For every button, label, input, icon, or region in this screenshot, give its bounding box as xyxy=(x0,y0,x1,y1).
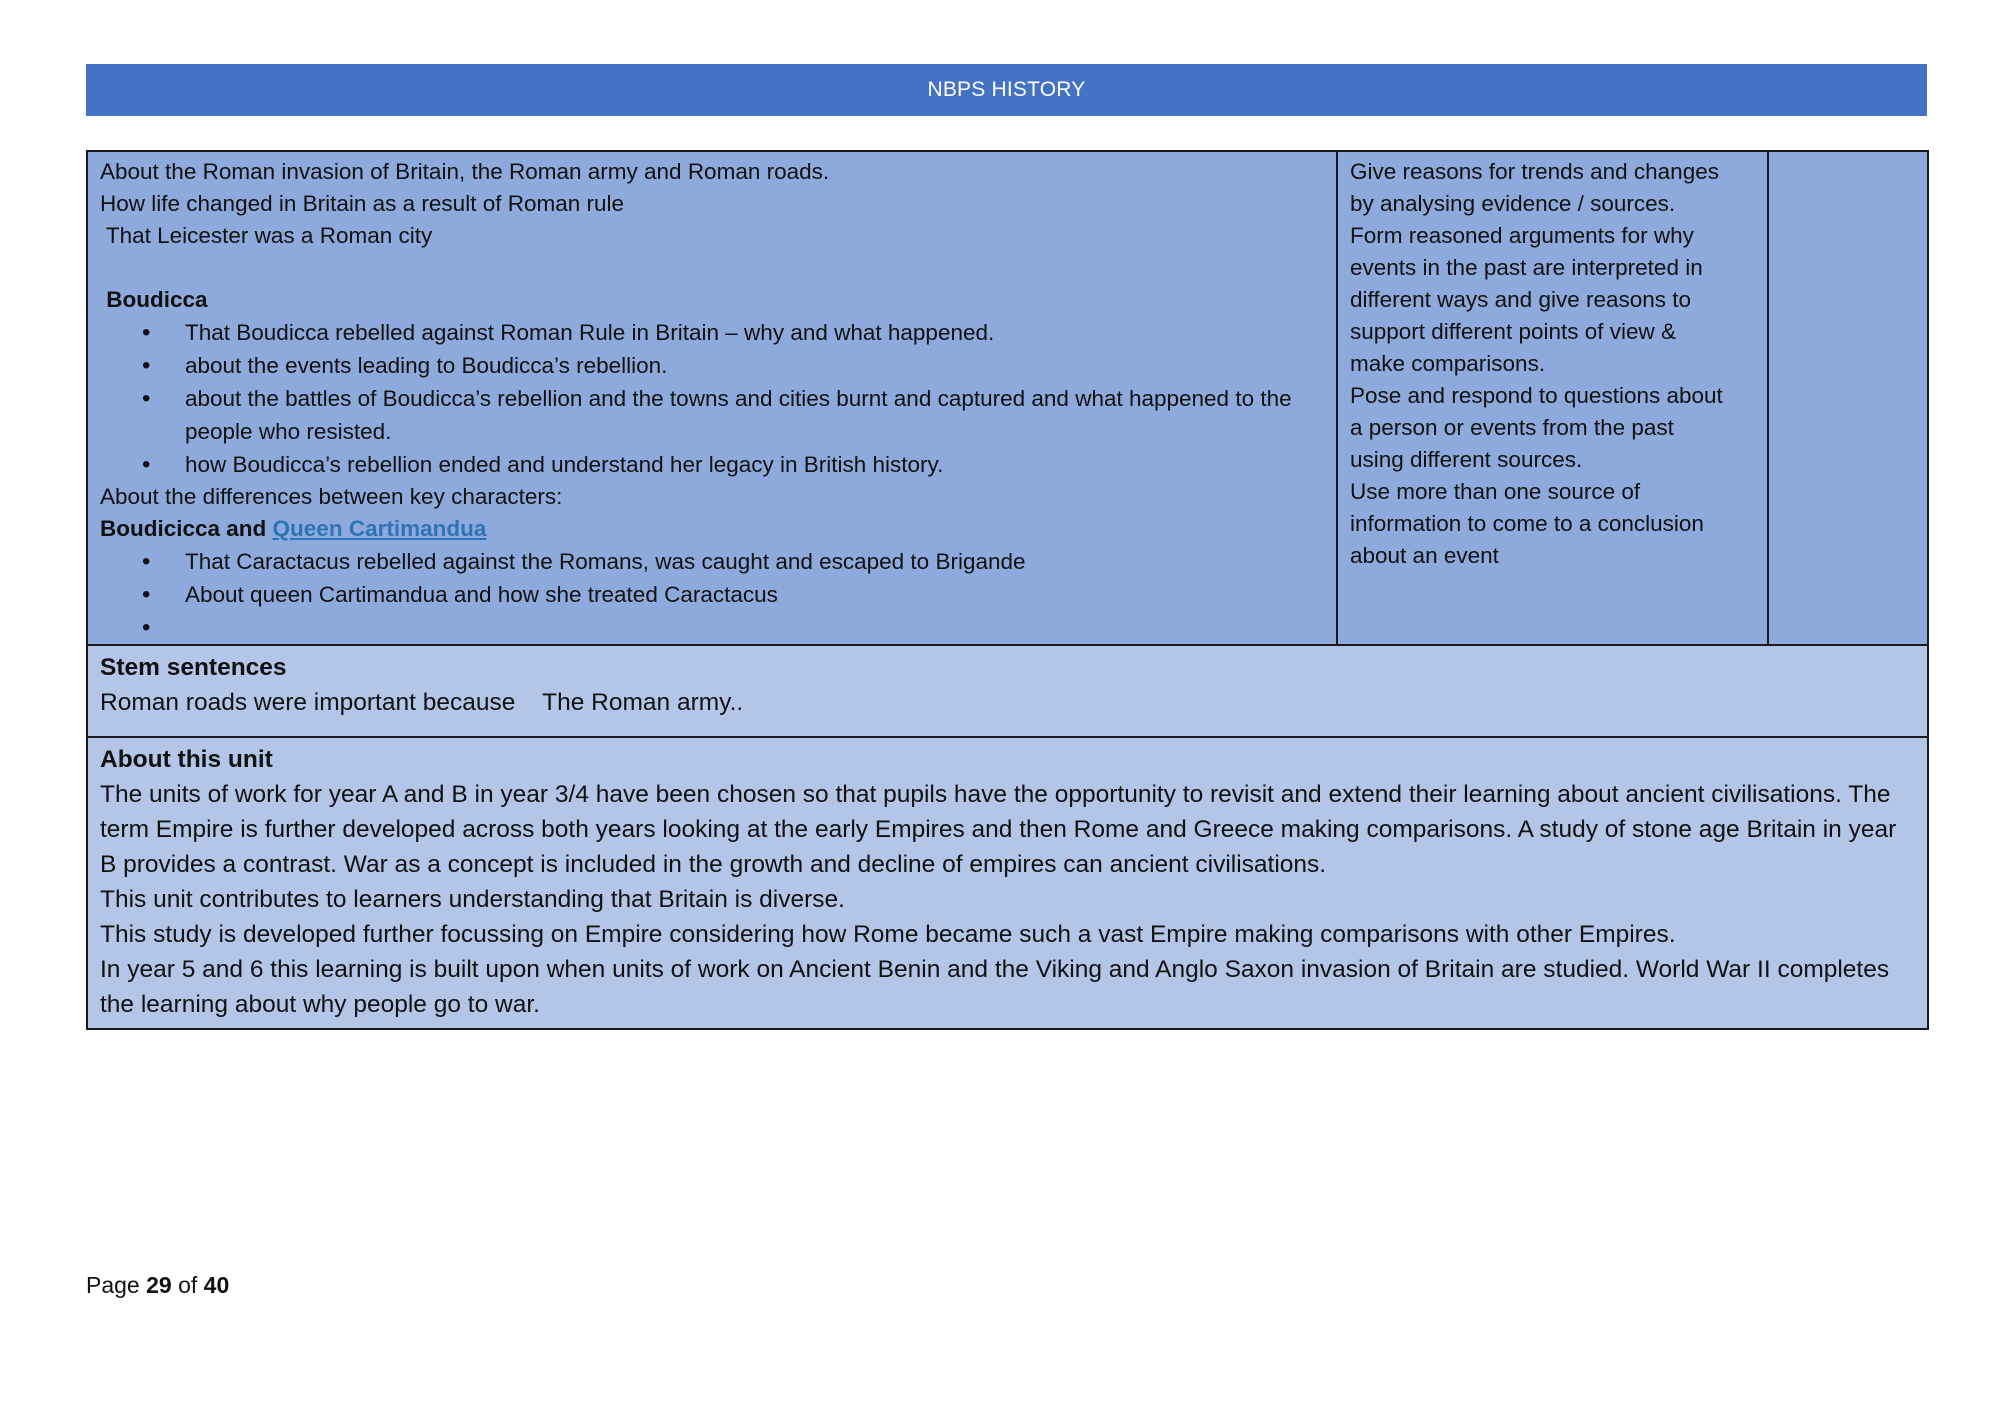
skills-cell xyxy=(1337,151,1768,645)
stem-cell xyxy=(87,645,1928,737)
skills-line: by analysing evidence / sources. xyxy=(1350,191,1676,216)
stem-heading: Stem sentences xyxy=(100,654,287,681)
page-total: 40 xyxy=(203,1272,230,1298)
list-item: • About queen Cartimandua and how she treated Caractacus xyxy=(185,578,1326,611)
intro-line: That Leicester was a Roman city xyxy=(100,223,433,248)
intro-line: About the Roman invasion of Britain, the Roman army and Roman roads. xyxy=(100,159,830,184)
knowledge-cell xyxy=(87,151,1337,645)
skills-line: a person or events from the past xyxy=(1350,415,1674,440)
differences-line: About the differences between key characters: xyxy=(100,484,563,509)
characters-list xyxy=(100,545,1326,644)
list-item: • about the events leading to Boudicca’s rebellion. xyxy=(185,349,1326,382)
about-cell xyxy=(87,737,1928,1029)
page-middle: of xyxy=(171,1272,204,1298)
boudicca-list xyxy=(100,316,1326,481)
skills-line: Pose and respond to questions about xyxy=(1350,383,1723,408)
queen-cartimandua-link[interactable]: Queen Cartimandua xyxy=(272,516,487,541)
spacer xyxy=(100,252,1326,284)
list-item: • That Boudicca rebelled against Roman Rule in Britain – why and what happened. xyxy=(185,316,1326,349)
boudicca-heading: Boudicca xyxy=(100,287,208,312)
characters-label: Boudicicca and xyxy=(100,516,273,541)
about-paragraph: This study is developed further focussing on Empire considering how Rome became such a vast Empire making comparisons with other Empires. xyxy=(100,921,1676,948)
list-item: • That Caractacus rebelled against the Romans, was caught and escaped to Brigande xyxy=(185,545,1326,578)
skills-line: Give reasons for trends and changes xyxy=(1350,159,1719,184)
characters-line xyxy=(100,513,1326,545)
stem-text: Roman roads were important because The Roman army.. xyxy=(100,689,744,716)
list-item xyxy=(185,611,1326,644)
about-paragraph: In year 5 and 6 this learning is built upon when units of work on Ancient Benin and the Viking and Anglo Saxon invasion of Britain are studied. World War II completes the learning about why people go to war. xyxy=(100,956,1890,1018)
skills-line: Use more than one source of xyxy=(1350,479,1641,504)
page-footer xyxy=(86,1272,229,1299)
page-current: 29 xyxy=(146,1272,172,1298)
stem-row xyxy=(87,645,1928,737)
page-prefix: Page xyxy=(86,1272,147,1298)
skills-line: events in the past are interpreted in xyxy=(1350,255,1703,280)
skills-line: about an event xyxy=(1350,543,1499,568)
skills-line: different ways and give reasons to xyxy=(1350,287,1692,312)
list-item: • how Boudicca’s rebellion ended and understand her legacy in British history. xyxy=(185,448,1326,481)
skills-line: using different sources. xyxy=(1350,447,1583,472)
skills-line: Form reasoned arguments for why xyxy=(1350,223,1694,248)
empty-cell xyxy=(1768,151,1928,645)
about-heading: About this unit xyxy=(100,746,273,773)
about-paragraph: This unit contributes to learners understanding that Britain is diverse. xyxy=(100,886,845,913)
skills-line: information to come to a conclusion xyxy=(1350,511,1704,536)
curriculum-table xyxy=(86,150,1929,1030)
page-header-title: NBPS HISTORY xyxy=(86,64,1927,116)
about-paragraph: The units of work for year A and B in year 3/4 have been chosen so that pupils have the opportunity to revisit and extend their learning about ancient civilisations. The term Empire is further developed across both years looking at the early Empires and then Rome and Greece making comparisons. A study of stone age Britain in year B provides a contrast. War as a concept is included in the growth and decline of empires can ancient civilisations. xyxy=(100,781,1897,878)
list-item: • about the battles of Boudicca’s rebellion and the towns and cities burnt and captured and what happened to the people who resisted. xyxy=(185,382,1326,448)
intro-line: How life changed in Britain as a result of Roman rule xyxy=(100,191,625,216)
about-row xyxy=(87,737,1928,1029)
skills-line: make comparisons. xyxy=(1350,351,1546,376)
skills-line: support different points of view & xyxy=(1350,319,1677,344)
knowledge-skills-row xyxy=(87,151,1928,645)
